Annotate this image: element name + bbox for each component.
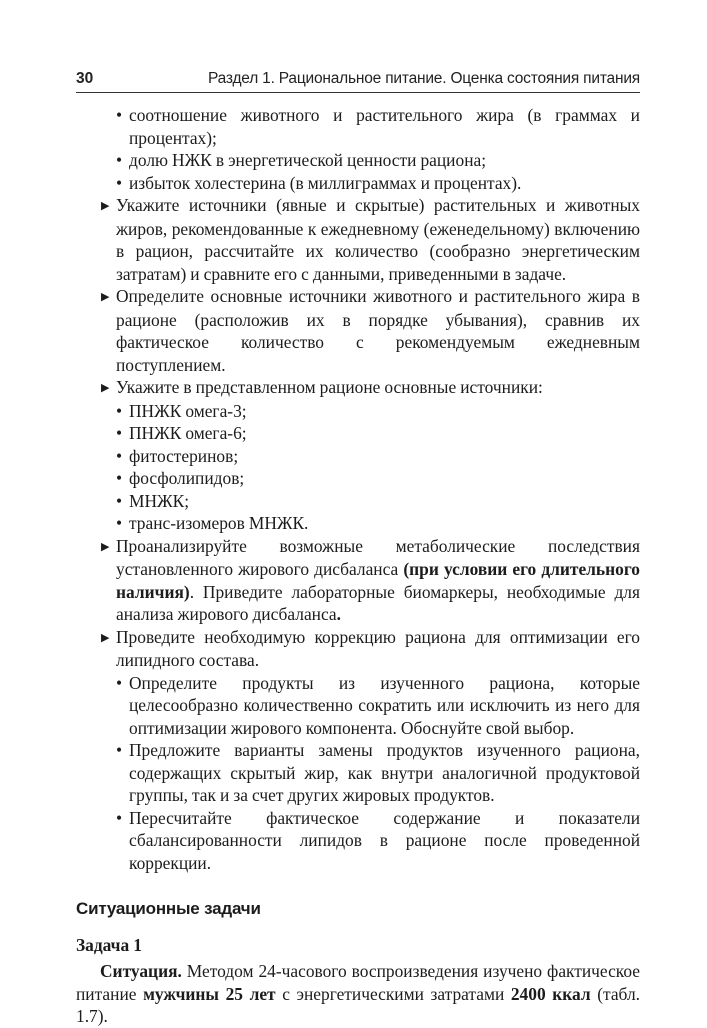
arrow-icon: ▶ [101, 291, 110, 303]
task-item: ▶ Определите основные источники животного и растительного жира в рационе (расположив их в порядке убывания), сравнив их фактическое количество с рекомендуемым ежедневным поступлением. [101, 286, 640, 375]
bullet-icon: • [116, 400, 123, 421]
bullet-icon: • [116, 672, 123, 693]
list-item: • соотношение животного и растительного жира (в граммах и процентах); [116, 105, 640, 148]
list-item: • ПНЖК омега-6; [116, 423, 247, 443]
list-item: • МНЖК; [116, 490, 190, 511]
arrow-icon: ▶ [101, 631, 110, 644]
running-title: Раздел 1. Рациональное питание. Оценка состояния питания [208, 70, 640, 87]
bullet-icon: • [116, 423, 123, 443]
list-item: • долю НЖК в энергетической ценности рациона; [116, 150, 487, 170]
list-item: • Пересчитайте фактическое содержание и показатели сбалансированности липидов в рационе после проведенной коррекции. [116, 807, 640, 873]
task-item: ▶ Проанализируйте возможные метаболические последствия установленного жирового дисбаланса (при условии его длительного наличия). Приведите лабораторные биомаркеры, необходимые для анализа жирового дисбаланса. [101, 535, 640, 624]
arrow-icon: ▶ [101, 200, 110, 212]
bullet-icon: • [116, 445, 123, 466]
arrow-icon: ▶ [101, 540, 110, 553]
list-item: • избыток холестерина (в миллиграммах и процентах). [116, 172, 522, 193]
task-item: ▶ Укажите источники (явные и скрытые) растительных и животных жиров, рекомендованные к ежедневному (еженедельному) включению в рацион, рассчитайте их количество (сообразно энергетическим затратам) и сравните его с данными, приведенными в задаче. [101, 195, 640, 284]
bullet-icon: • [116, 513, 123, 533]
bullet-icon: • [116, 172, 123, 193]
bullet-icon: • [116, 105, 123, 125]
list-item: • Предложите варианты замены продуктов изученного рациона, содержащих скрытый жир, как внутри аналогичной продуктовой группы, так и за счет других жировых продуктов. [116, 740, 640, 805]
arrow-icon: ▶ [101, 382, 110, 394]
situation-paragraph: Ситуация. Методом 24-часового воспроизведения изучено фактическое питание мужчины 25 лет с энергетическими затратами 2400 ккал (табл. 1.7). [76, 961, 640, 1026]
bullet-icon: • [116, 740, 123, 760]
task-item: ▶ Проведите необходимую коррекцию рациона для оптимизации его липидного состава. [101, 626, 640, 670]
header-divider [76, 92, 640, 93]
task-title: Задача 1 [76, 935, 142, 955]
page-header [76, 70, 640, 90]
list-item: • ПНЖК омега-3; [116, 400, 247, 421]
list-item: • транс-изомеров МНЖК. [116, 513, 309, 533]
page-body [76, 104, 640, 1028]
list-item: • Определите продукты из изученного рациона, которые целесообразно количественно сократить или исключить из него для оптимизации жирового компонента. Обоснуйте свой выбор. [116, 672, 640, 738]
bullet-icon: • [116, 807, 123, 828]
list-item: • фитостеринов; [116, 445, 239, 466]
bullet-icon: • [116, 490, 123, 511]
bullet-icon: • [116, 150, 123, 170]
bullet-icon: • [116, 468, 123, 488]
list-item: • фосфолипидов; [116, 468, 245, 488]
section-title: Ситуационные задачи [76, 899, 261, 918]
page-number: 30 [76, 70, 94, 87]
task-item: ▶ Укажите в представленном рационе основные источники: [76, 376, 640, 400]
